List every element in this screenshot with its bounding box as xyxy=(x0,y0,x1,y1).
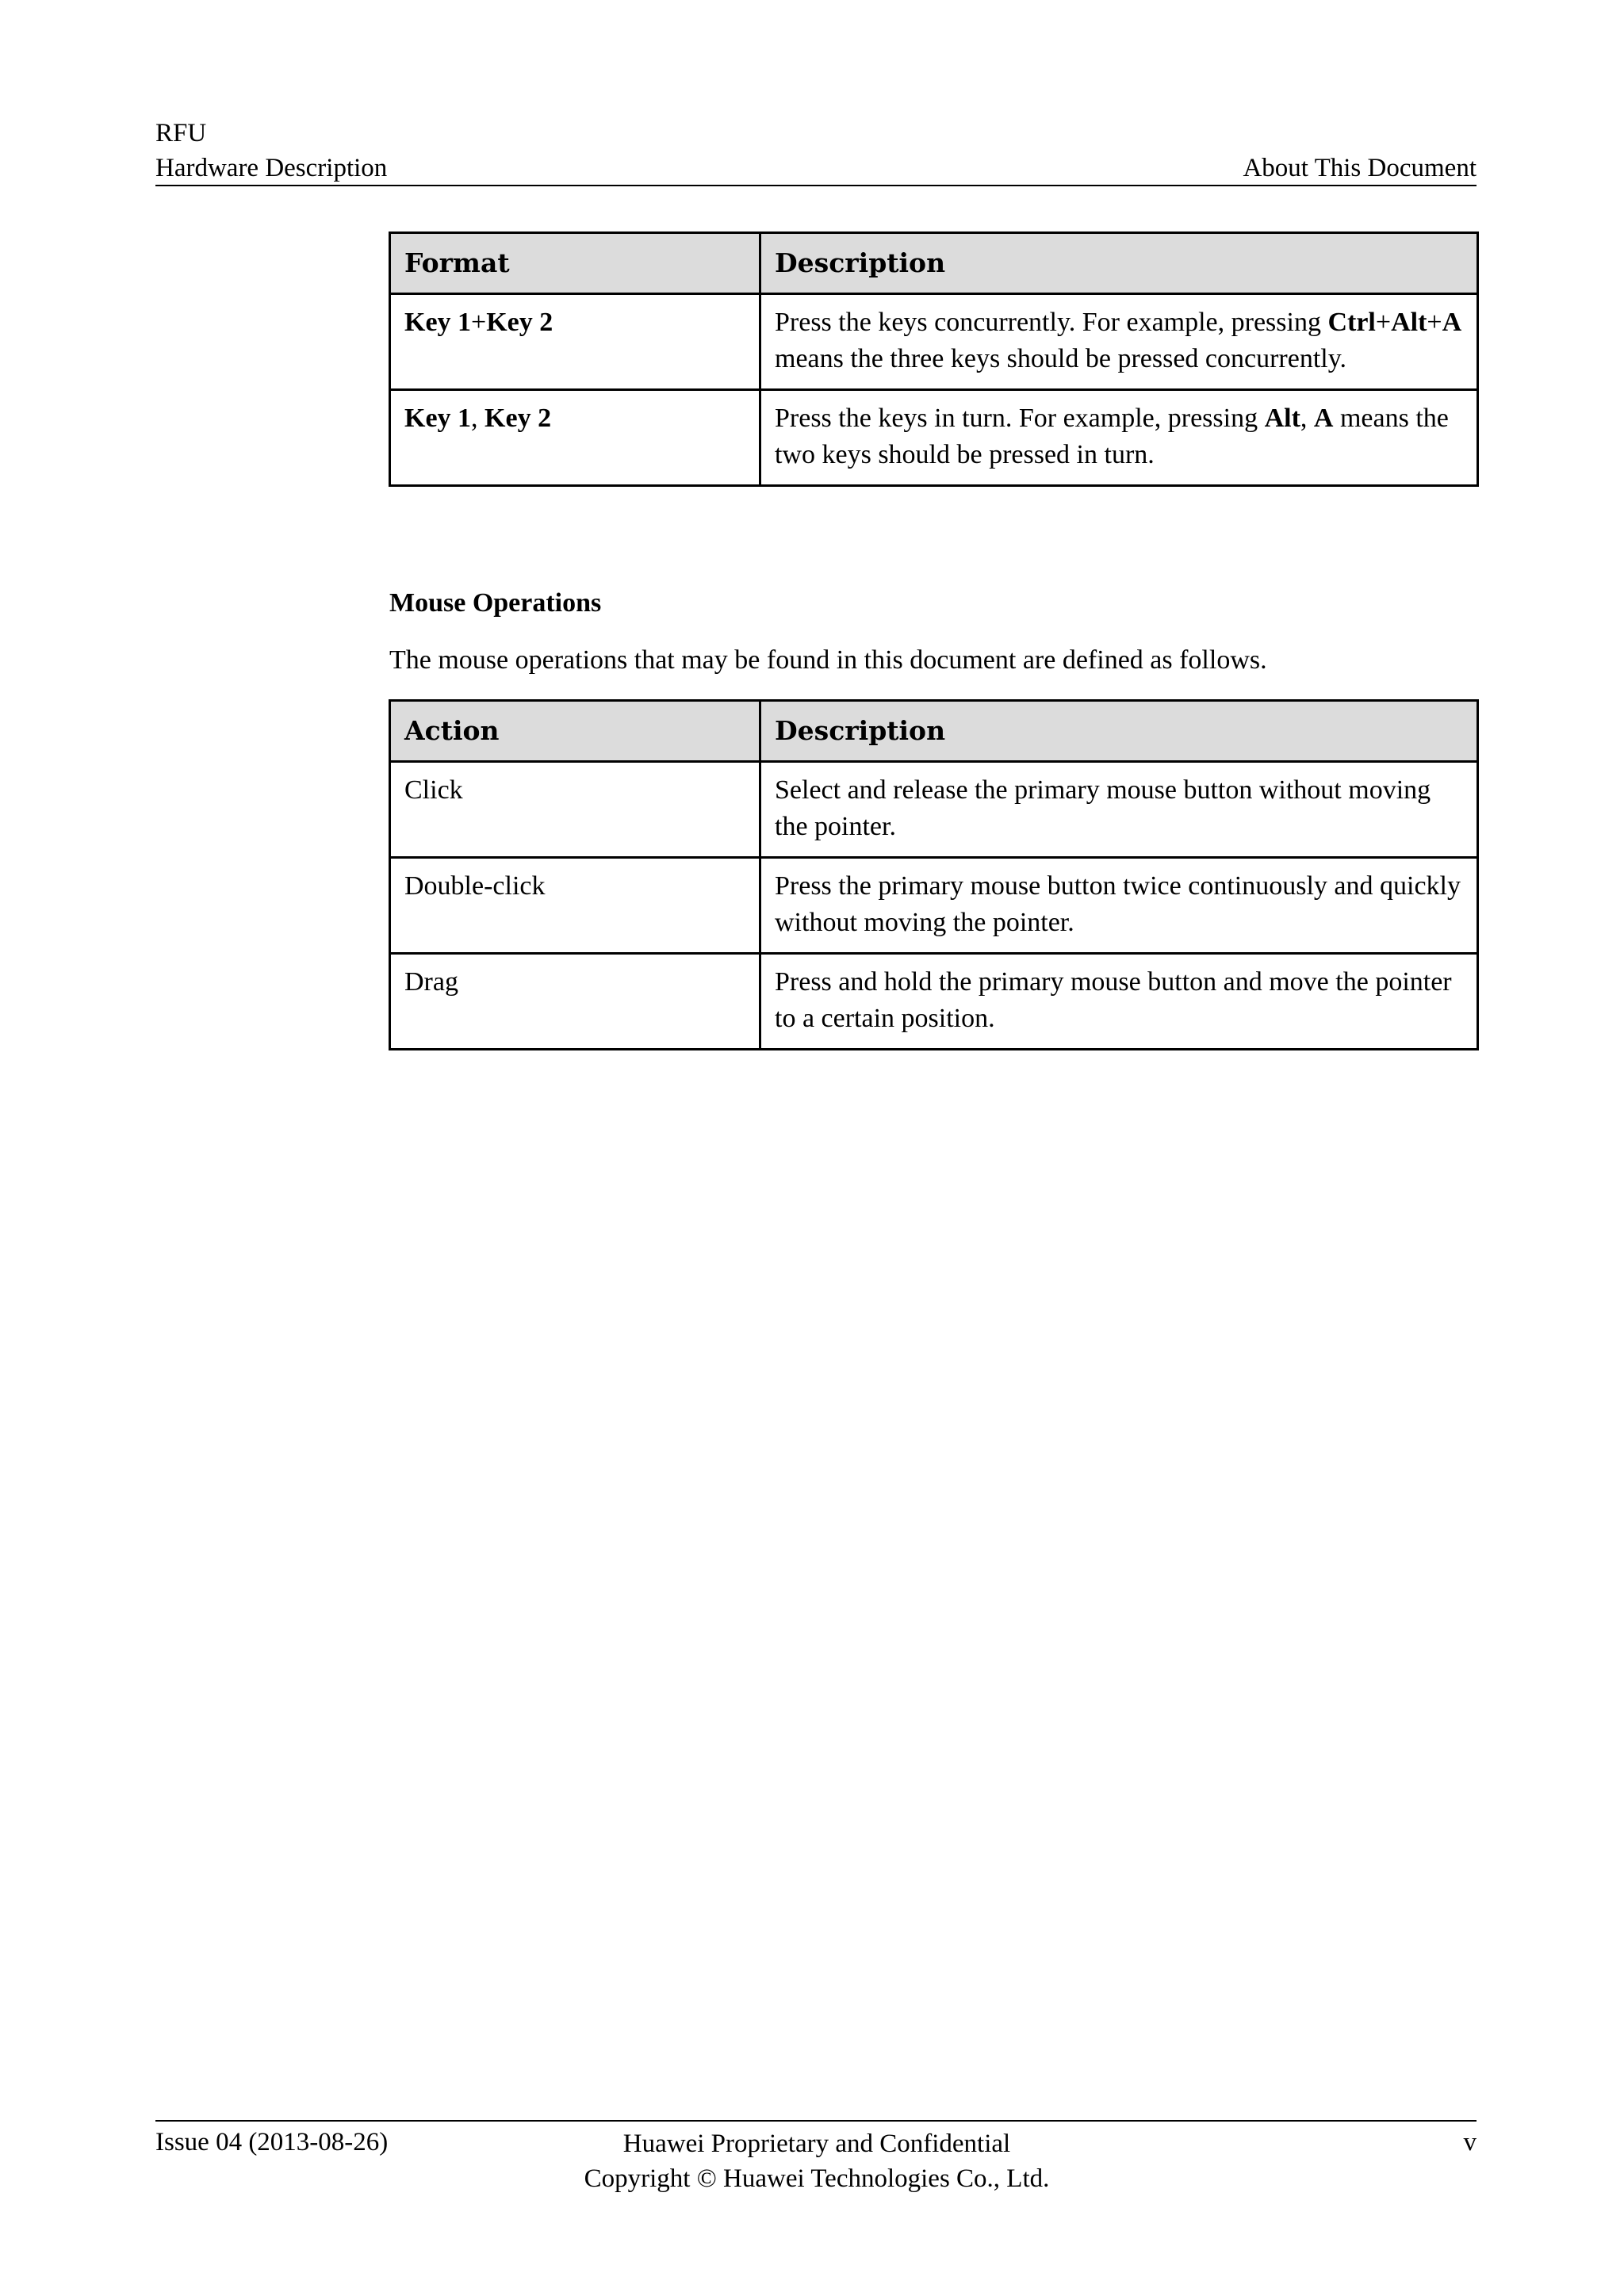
footer-confidentiality xyxy=(555,2126,1078,2196)
key-separator: , xyxy=(471,404,485,433)
header-section-title: About This Document xyxy=(1243,154,1477,182)
description-text: means the two keys should be pressed in turn. xyxy=(775,404,1449,469)
key-name: Alt xyxy=(1391,308,1427,337)
column-header-format: Format xyxy=(390,233,760,294)
description-cell xyxy=(760,294,1478,390)
action-cell: Double-click xyxy=(390,858,760,954)
footer-proprietary-line: Huawei Proprietary and Confidential xyxy=(622,2130,1011,2158)
description-cell: Press the primary mouse button twice continuously and quickly without moving the pointer. xyxy=(760,858,1478,954)
key-name: Ctrl xyxy=(1327,308,1376,337)
key-separator: + xyxy=(1427,308,1442,337)
column-header-action: Action xyxy=(390,701,760,762)
description-cell xyxy=(760,390,1478,486)
key-name: Key 1 xyxy=(404,404,472,433)
footer-issue-date: Issue 04 (2013-08-26) xyxy=(155,2128,389,2156)
key-name: Key 2 xyxy=(485,404,552,433)
footer-page-number: v xyxy=(1463,2128,1477,2156)
key-separator: + xyxy=(1375,308,1392,337)
action-cell: Click xyxy=(390,762,760,858)
column-header-description: Description xyxy=(760,233,1478,294)
key-name: Key 2 xyxy=(486,308,553,337)
description-text: Press the keys in turn. For example, pressing xyxy=(775,404,1265,433)
table-row xyxy=(390,294,1478,390)
footer-divider xyxy=(155,2120,1477,2122)
description-cell: Press and hold the primary mouse button and move the pointer to a certain position. xyxy=(760,954,1478,1050)
description-text: means the three keys should be pressed concurrently. xyxy=(775,344,1347,373)
table-row xyxy=(390,762,1478,858)
action-cell: Drag xyxy=(390,954,760,1050)
key-separator: + xyxy=(471,308,487,337)
key-format-table xyxy=(389,232,1479,487)
section-heading: Mouse Operations xyxy=(389,588,602,618)
description-cell: Select and release the primary mouse button without moving the pointer. xyxy=(760,762,1478,858)
table-header-row xyxy=(390,701,1478,762)
column-header-description: Description xyxy=(760,701,1478,762)
table-header-row xyxy=(390,233,1478,294)
header-product-name: RFU xyxy=(155,119,207,147)
table-row xyxy=(390,858,1478,954)
key-name: Alt xyxy=(1264,404,1300,433)
key-name: A xyxy=(1313,404,1334,433)
header-divider xyxy=(155,185,1477,186)
key-separator: , xyxy=(1300,404,1314,433)
key-name: A xyxy=(1442,308,1462,337)
mouse-operations-table xyxy=(389,699,1479,1050)
table-row xyxy=(390,954,1478,1050)
footer-copyright-line: Copyright © Huawei Technologies Co., Ltd. xyxy=(584,2164,1050,2193)
key-name: Key 1 xyxy=(404,308,472,337)
table-row xyxy=(390,390,1478,486)
section-intro-text: The mouse operations that may be found in this document are defined as follows. xyxy=(389,645,1267,675)
description-text: Press the keys concurrently. For example, pressing xyxy=(775,308,1328,337)
format-cell xyxy=(390,390,760,486)
format-cell xyxy=(390,294,760,390)
header-document-title: Hardware Description xyxy=(155,154,388,182)
